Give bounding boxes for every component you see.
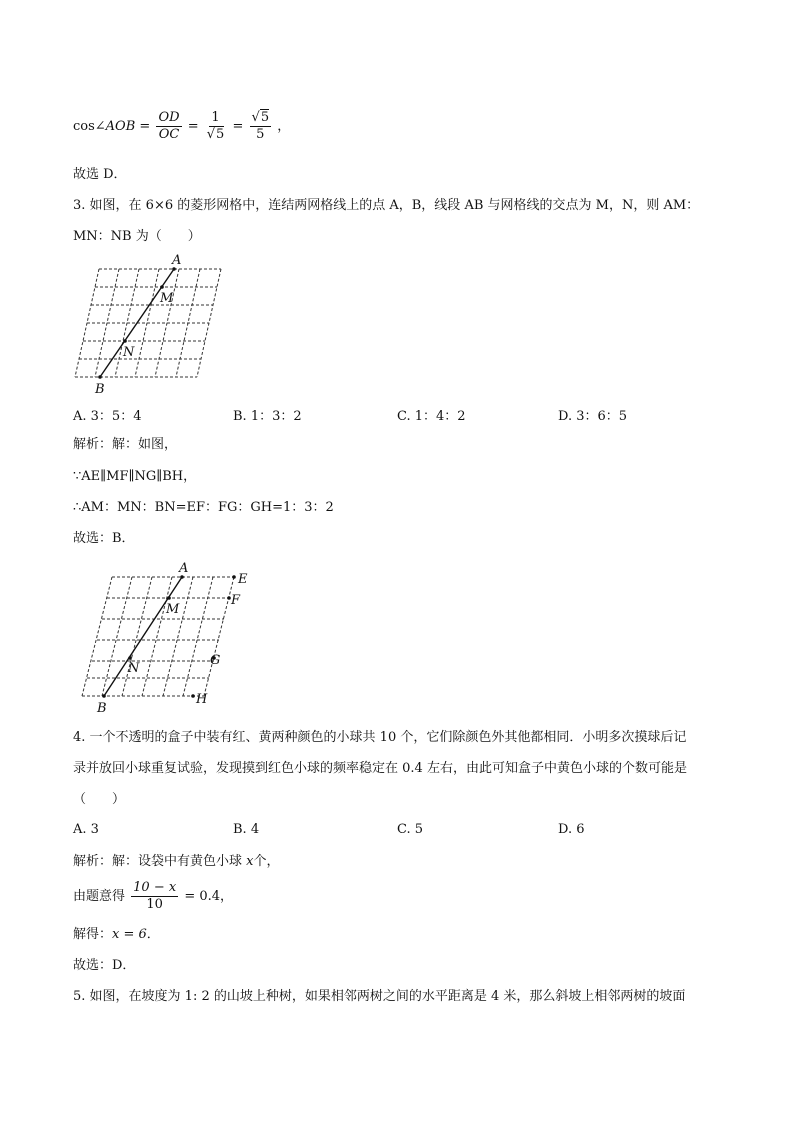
point-m xyxy=(167,596,171,600)
rhombus-grid xyxy=(82,577,234,696)
q4-solution-line2: 由题意得 $\frac{10 - x}{10}$ = 0.4， xyxy=(73,880,234,912)
q3-stem-line1: 3. 如图，在 6×6 的菱形网格中，连结两网格线上的点 A，B，线段 AB 与网格线的交点为 M，N，则 AM： xyxy=(73,198,700,213)
q3-solution-line2: ∵AE∥MF∥NG∥BH， xyxy=(73,469,197,484)
label-a: A xyxy=(179,561,189,576)
q3-stem-line2: MN：NB 为（ ） xyxy=(73,229,201,244)
label-f: F xyxy=(231,593,241,608)
point-b xyxy=(102,694,106,698)
fraction-od-oc: $\frac{OD}{OC}$ xyxy=(158,110,180,142)
label-h: H xyxy=(196,692,208,707)
rhombus-grid xyxy=(75,269,221,377)
label-m: M xyxy=(160,291,174,306)
q3-figure-1 xyxy=(62,252,232,402)
label-n: N xyxy=(128,661,140,676)
label-g: G xyxy=(210,653,221,668)
fraction-sqrt5-5: $\frac{√5}{5}$ xyxy=(251,110,270,142)
answer-1: 故选 D． xyxy=(73,167,127,182)
label-n: N xyxy=(123,345,135,360)
q3-solution-line4: 故选：B． xyxy=(73,531,135,546)
q4-solution-line4: 故选：D． xyxy=(73,958,136,973)
label-b: B xyxy=(97,701,107,716)
option-d[interactable]: D. 6 xyxy=(558,822,585,837)
q3-solution-line1: 解析：解：如图， xyxy=(73,437,178,452)
option-c[interactable]: C. 5 xyxy=(397,822,424,837)
option-b[interactable]: B. 1：3：2 xyxy=(233,409,302,424)
q4-solution-line3: 解得：x = 6． xyxy=(73,927,160,942)
q4-stem-line2: 录并放回小球重复试验，发现摸到红色小球的频率稳定在 0.4 左右，由此可知盒子中黄色小球的个数可能是 xyxy=(73,761,687,776)
q3-figure-2 xyxy=(62,556,262,716)
q4-stem-line1: 4. 一个不透明的盒子中装有红、黄两种颜色的小球共 10 个，它们除颜色外其他都相同．小明多次摸球后记 xyxy=(73,730,687,745)
q3-solution-line3: ∴AM：MN：BN=EF：FG：GH=1：3：2 xyxy=(73,500,334,515)
fraction-1-sqrt5: $\frac{1}{√5}$ xyxy=(206,110,225,142)
label-b: B xyxy=(95,382,105,397)
label-m: M xyxy=(166,602,180,617)
point-m xyxy=(160,285,164,289)
point-b xyxy=(98,375,102,379)
label-a: A xyxy=(172,253,182,268)
point-e xyxy=(232,575,236,579)
q4-solution-line1: 解析：解：设袋中有黄色小球 x个， xyxy=(73,854,280,869)
q4-stem-line3: （ ） xyxy=(73,792,126,807)
point-h xyxy=(191,694,195,698)
point-n xyxy=(123,339,127,343)
q5-stem-line1: 5. 如图，在坡度为 1: 2 的山坡上种树，如果相邻两树之间的水平距离是 4 米，那么斜坡上相邻两树的坡面 xyxy=(73,989,686,1004)
option-c[interactable]: C. 1：4：2 xyxy=(397,409,466,424)
point-n xyxy=(128,656,132,660)
option-b[interactable]: B. 4 xyxy=(233,822,260,837)
cos-formula: cos∠AOB = $\frac{OD}{OC}$ = $\frac{1}{√5}$ = $\frac{√5}{5}$ ， xyxy=(73,110,291,142)
label-e: E xyxy=(238,572,248,587)
fraction-10-minus-x: $\frac{10 - x}{10}$ xyxy=(133,880,177,912)
option-d[interactable]: D. 3：6：5 xyxy=(558,409,628,424)
option-a[interactable]: A. 3：5：4 xyxy=(73,409,142,424)
option-a[interactable]: A. 3 xyxy=(73,822,99,837)
